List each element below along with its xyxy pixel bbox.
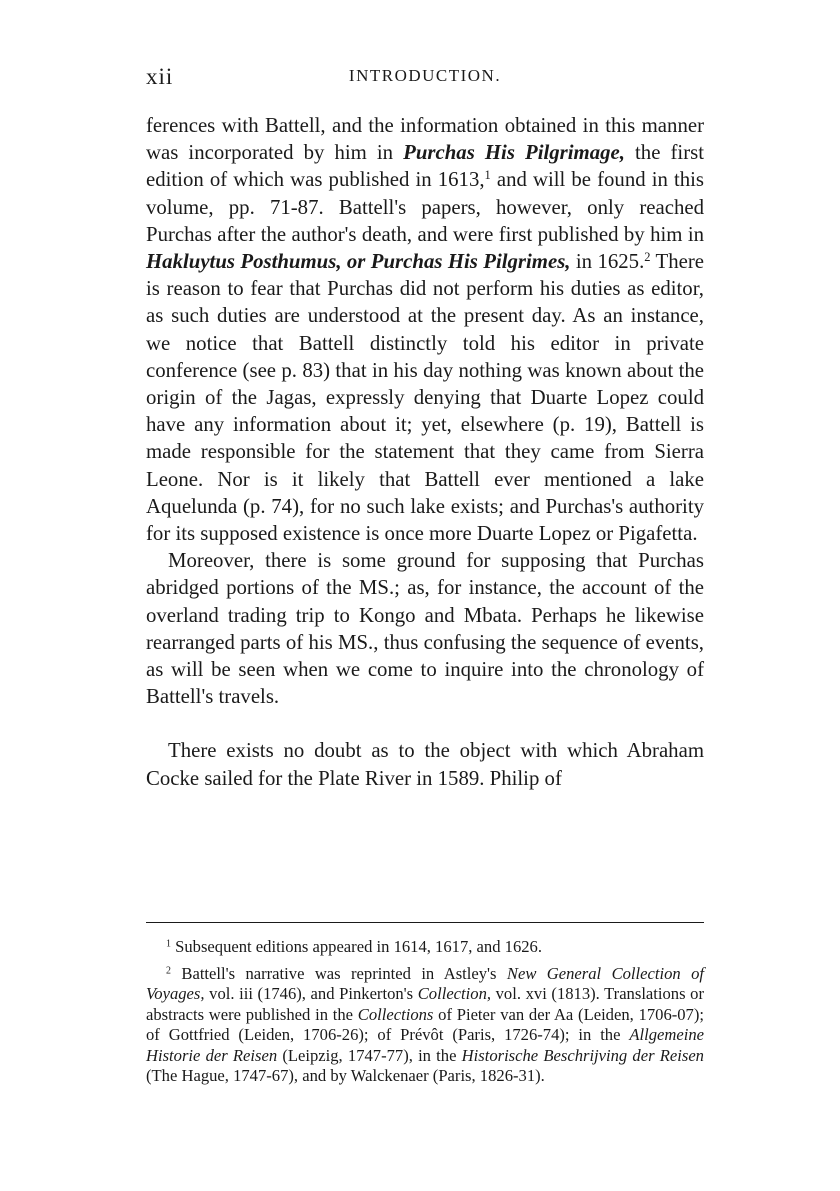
footnote-divider <box>146 922 704 923</box>
footnote-marker: 1 <box>484 168 491 183</box>
text-run: of Pieter van der Aa (Leiden, 1706-07); of Gottfried (Leiden, 1706-26); of Prévôt (Paris, 1726-74); in the <box>146 1004 704 1044</box>
book-title: Purchas His Pilgrimage, <box>403 141 625 165</box>
text-run: Battell's narrative was reprinted in Astley's <box>170 963 507 983</box>
paragraph <box>146 112 704 547</box>
page-number: xii <box>146 64 174 89</box>
paragraph <box>146 737 704 791</box>
footnotes <box>146 937 704 1087</box>
footnote-marker: 2 <box>166 965 171 977</box>
book-title: Allgemeine Historie der Reisen <box>146 1025 704 1065</box>
text-run: There is reason to fear that Purchas did not perform his duties as editor, as such duties are understood at the present day. As an instance, we notice that Battell distinctly told his editor in private conference (see p. 83) that in his day nothing was known about the origin of the Jagas, expressly denying that Duarte Lopez could have any information about it; yet, elsewhere (p. 19), Battell is made responsible for the statement that they came from Sierra Leone. Nor is it likely that Battell ever mentioned a lake Aquelunda (p. 74), for no such lake exists; and Purchas's authority for its supposed existence is once more Duarte Lopez or Pigafetta. <box>146 250 705 546</box>
text-run: ferences with Battell, and the information obtained in this manner was incorporated by him in <box>146 114 704 165</box>
text-run: Subsequent editions appeared in 1614, 1617, and 1626. <box>170 937 542 956</box>
book-title: Collections <box>357 1004 434 1024</box>
text-run: vol. iii (1746), and Pinkerton's <box>204 984 418 1003</box>
page-header <box>146 64 704 90</box>
running-head: INTRODUCTION. <box>348 66 502 85</box>
footnote <box>146 964 704 1087</box>
text-run: Moreover, there is some ground for supposing that Purchas abridged portions of the MS.; as, for instance, the account of the overland trading trip to Kongo and Mbata. Perhaps he likewise rearranged parts of his MS., thus confusing the sequence of events, as will be seen when we come to inquire into the chronology of Battell's travels. <box>146 549 704 709</box>
footnote-marker: 2 <box>644 250 651 265</box>
text-run: (Leipzig, 1747-77), in the <box>277 1045 462 1065</box>
book-title: Historische Beschrijving der Reisen <box>461 1045 704 1065</box>
body-text <box>146 112 704 792</box>
text-run: (The Hague, 1747-67), and by Walckenaer (Paris, 1826-31). <box>146 1066 545 1085</box>
book-title: Collection, <box>417 984 492 1003</box>
text-run: vol. xvi (1813). Translations or abstracts were published in the <box>146 984 704 1024</box>
text-run: There exists no doubt as to the object with which Abraham Cocke sailed for the Plate River in 1589. Philip of <box>146 739 704 790</box>
text-run: and will be found in this volume, pp. 71-87. Battell's papers, however, only reached Purchas after the author's death, and were first published by him in <box>146 168 704 246</box>
text-run: the first edition of which was published in 1613, <box>146 141 704 192</box>
book-title: Hakluytus Posthumus, or Purchas His Pilgrimes, <box>146 250 571 274</box>
paragraph <box>146 547 704 710</box>
book-title: New General Collection of Voyages, <box>146 963 704 1003</box>
footnote-marker: 1 <box>166 938 171 950</box>
text-run: in 1625. <box>570 250 645 274</box>
footnote <box>146 937 704 958</box>
